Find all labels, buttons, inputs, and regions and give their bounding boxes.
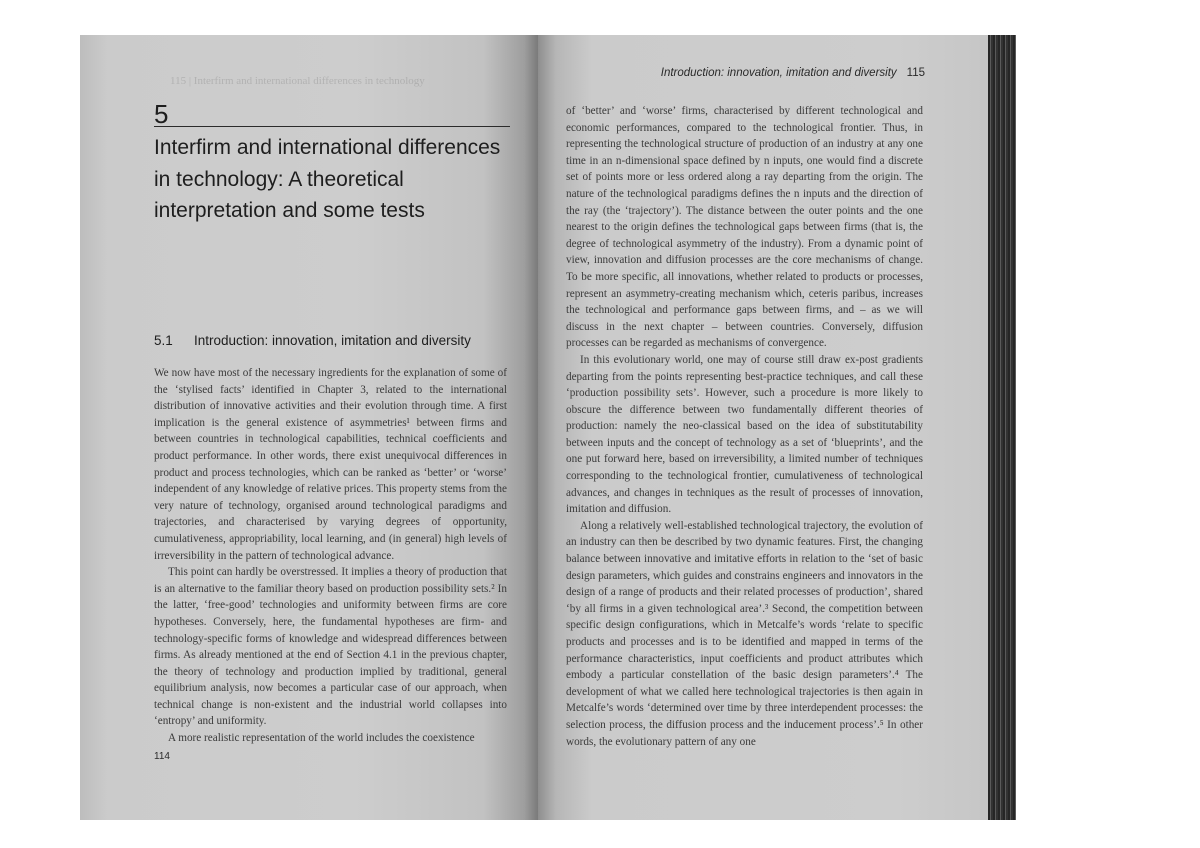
chapter-title: Interfirm and international differences in technology: A theoretical interpretation and some tests <box>154 136 501 222</box>
left-body-text <box>154 365 507 747</box>
paragraph: This point can hardly be overstressed. It implies a theory of production that is an alternative to the familiar theory based on production possibility sets.² In the latter, ‘free-good’ technologies and uniformity between firms are core hypotheses. Conversely, here, the fundamental hypotheses are firm- and technology-specific forms of knowledge and widespread differences between firms. As already mentioned at the end of Section 4.1 in the previous chapter, the theory of technology and production implied by traditional, general equilibrium analysis, now becomes a particular case of our approach, when technical change is non-existent and the industrial world collapses into ‘entropy’ and uniformity. <box>154 566 507 728</box>
paragraph: In this evolutionary world, one may of course still draw ex-post gradients departing from the points representing best-practice techniques, and call these ‘production possibility sets’. However, such a procedure is more likely to obscure the difference between two fundamentally different theories of production: namely the neo-classical based on the idea of substitutability between inputs and the concept of technology as a set of ‘blueprints’, and the one put forward here, based on irreversibility, a limited number of techniques corresponding to the technological frontier, cumulativeness of technological advances, and changes in techniques as the result of processes of innovation, imitation and diffusion. <box>566 353 923 516</box>
open-book-spread <box>80 35 1016 820</box>
show-through-text: 115 | Interfirm and international differences in technology <box>170 75 425 87</box>
paragraph: Along a relatively well-established technological trajectory, the evolution of an industry can then be described by two dynamic features. First, the changing balance between innovative and imitative efforts in relation to the ‘set of basic design parameters, which guides and constrains engineers and innovators in the design of a range of products and their related processes of production’, shared ‘by all firms in a given technological area’.³ Second, the competition between specific design configurations, which in Metcalfe’s words ‘relate to specific products and processes and is to be identified and mapped in terms of the performance characteristics, input coefficients and product attributes which embody a particular constellation of the basic design parameters’.⁴ The development of what we called here technological trajectories is then again in Metcalfe’s words ‘determined over time by three interdependent processes: the selection process, the diffusion process and the inducement process’.⁵ In other words, the evolutionary pattern of any one <box>566 519 923 748</box>
page-number-right: 115 <box>906 67 925 79</box>
paragraph: of ‘better’ and ‘worse’ firms, characterised by different technological and economic performances, compared to the technological frontier. Thus, in representing the technological structure of production of an industry at any one time in an n-dimensional space defined by n inputs, one would find a discrete set of points more or less ordered along a ray departing from the origin. The nature of the technological paradigms defines the n inputs and the direction of the ray (the ‘trajectory’). The distance between the outer points and the one nearest to the origin defines the technological gaps between firms (that is, the degree of technological asymmetry of the industry). From a dynamic point of view, innovation and diffusion processes are the core mechanisms of change. To be more specific, all innovations, whether related to products or processes, represent an asymmetry-creating mechanism which, ceteris paribus, increases the technological and performance gaps between firms, and – as we will discuss in the next chapter – between countries. Conversely, diffusion processes can be regarded as mechanisms of convergence. <box>566 105 923 350</box>
paragraph: We now have most of the necessary ingredients for the explanation of some of the ‘stylised facts’ identified in Chapter 3, related to the international distribution of innovative activities and their evolution through time. A first implication is the general existence of asymmetries¹ between firms and between countries in technological capabilities, technical coefficients and product performance. In other words, there exist unequivocal differences in product and process technologies, which can be ranked as ‘better’ or ‘worse’ independent of any knowledge of relative prices. This property stems from the very nature of technology, organised around technological paradigms and trajectories, and characterised by varying degrees of opportunity, cumulativeness, appropriability, local learning, and (in general) high levels of irreversibility in the pattern of technological advance. <box>154 367 507 562</box>
right-body-text <box>566 103 923 750</box>
section-title: Introduction: innovation, imitation and diversity <box>194 333 471 348</box>
section-heading <box>154 333 524 348</box>
left-page <box>80 35 538 820</box>
book-page-edges <box>988 35 1016 820</box>
chapter-rule <box>154 126 510 127</box>
page-number-left: 114 <box>154 751 170 762</box>
section-number: 5.1 <box>154 333 173 348</box>
paragraph: A more realistic representation of the world includes the coexistence <box>168 732 475 745</box>
running-head <box>640 67 925 79</box>
running-head-title: Introduction: innovation, imitation and diversity <box>660 67 897 79</box>
chapter-number: 5 <box>154 99 169 129</box>
